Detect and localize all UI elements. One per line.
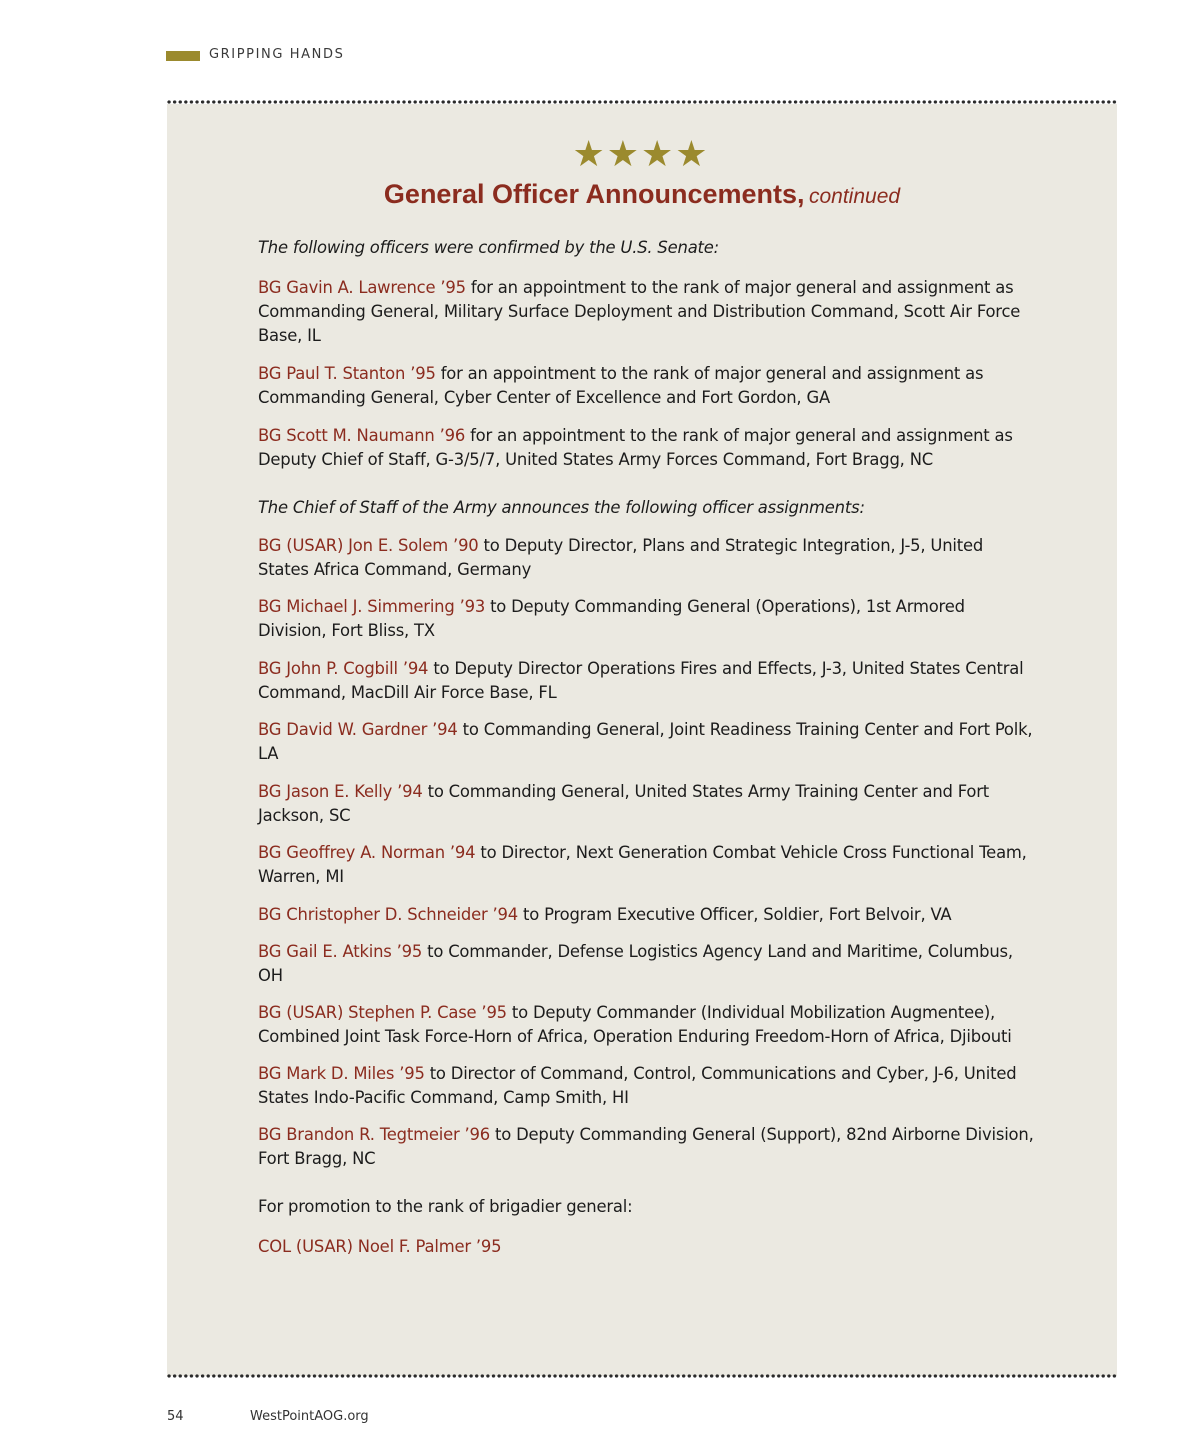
list-item bbox=[258, 1123, 1038, 1171]
officer-name: BG (USAR) Jon E. Solem ’90 bbox=[258, 536, 479, 555]
assignment-text: to Commander, Defense Logistics Agency Land and Maritime, Columbus, OH bbox=[258, 942, 1013, 985]
assignment-text: to Commanding General, United States Army Training Center and Fort Jackson, SC bbox=[258, 782, 989, 825]
assignment-text: for an appointment to the rank of major general and assignment as Deputy Chief of Staff, G-3/5/7, United States Army Forces Command, Fort Bragg, NC bbox=[258, 426, 1013, 469]
announcement-body bbox=[258, 236, 1038, 1259]
assignment-text: to Director of Command, Control, Communications and Cyber, J-6, United States Indo-Pacific Command, Camp Smith, HI bbox=[258, 1064, 1017, 1107]
assignment-text: to Deputy Commanding General (Operations), 1st Armored Division, Fort Bliss, TX bbox=[258, 597, 965, 640]
assignment-text: to Deputy Commanding General (Support), 82nd Airborne Division, Fort Bragg, NC bbox=[258, 1125, 1034, 1168]
section-label: GRIPPING HANDS bbox=[209, 47, 345, 62]
list-item bbox=[258, 841, 1038, 889]
list-item bbox=[258, 1235, 1038, 1259]
list-item bbox=[258, 780, 1038, 828]
assignment-text: to Program Executive Officer, Soldier, Fort Belvoir, VA bbox=[523, 905, 952, 924]
list-item bbox=[258, 718, 1038, 766]
dotted-rule-bottom bbox=[167, 1374, 1117, 1378]
title-suffix: continued bbox=[808, 185, 901, 208]
senate-intro: The following officers were confirmed by the U.S. Senate: bbox=[258, 238, 719, 257]
assignment-text: to Deputy Director, Plans and Strategic Integration, J-5, United States Africa Command, Germany bbox=[258, 536, 984, 579]
assignment-text: to Deputy Commander (Individual Mobilization Augmentee), Combined Joint Task Force-Horn of Africa, Operation Enduring Freedom-Horn of Africa, Djibouti bbox=[258, 1003, 1012, 1046]
dotted-rule-top bbox=[167, 100, 1117, 104]
list-item bbox=[258, 1062, 1038, 1110]
officer-name: BG Jason E. Kelly ’94 bbox=[258, 782, 423, 801]
section-color-bar bbox=[166, 51, 200, 61]
officer-name: BG Scott M. Naumann ’96 bbox=[258, 426, 466, 445]
officer-name: BG Mark D. Miles ’95 bbox=[258, 1064, 425, 1083]
title-main: General Officer Announcements, bbox=[383, 179, 805, 209]
list-item bbox=[258, 657, 1038, 705]
assignment-text: to Deputy Director Operations Fires and Effects, J-3, United States Central Command, MacDill Air Force Base, FL bbox=[258, 659, 1024, 702]
list-item bbox=[258, 595, 1038, 643]
list-item bbox=[258, 424, 1038, 472]
officer-name: BG Michael J. Simmering ’93 bbox=[258, 597, 486, 616]
officer-name: COL (USAR) Noel F. Palmer ’95 bbox=[258, 1237, 502, 1256]
assignments-intro: The Chief of Staff of the Army announces the following officer assignments: bbox=[258, 498, 865, 517]
officer-name: BG Paul T. Stanton ’95 bbox=[258, 364, 436, 383]
panel-title bbox=[0, 176, 1200, 217]
assignment-text: to Commanding General, Joint Readiness Training Center and Fort Polk, LA bbox=[258, 720, 1033, 763]
officer-name: BG (USAR) Stephen P. Case ’95 bbox=[258, 1003, 507, 1022]
officer-name: BG John P. Cogbill ’94 bbox=[258, 659, 429, 678]
list-item bbox=[258, 534, 1038, 582]
officer-name: BG Christopher D. Schneider ’94 bbox=[258, 905, 518, 924]
officer-name: BG David W. Gardner ’94 bbox=[258, 720, 458, 739]
list-item bbox=[258, 276, 1038, 348]
list-item bbox=[258, 903, 1038, 927]
four-stars-icon: ★★★★ bbox=[572, 133, 710, 174]
officer-name: BG Gavin A. Lawrence ’95 bbox=[258, 278, 466, 297]
assignment-text: for an appointment to the rank of major general and assignment as Commanding General, Cyber Center of Excellence and Fort Gordon, GA bbox=[258, 364, 984, 407]
site-url: WestPointAOG.org bbox=[250, 1409, 369, 1424]
promotion-intro: For promotion to the rank of brigadier general: bbox=[258, 1197, 633, 1216]
page-number: 54 bbox=[167, 1409, 184, 1424]
assignment-text: to Director, Next Generation Combat Vehicle Cross Functional Team, Warren, MI bbox=[258, 843, 1027, 886]
officer-name: BG Geoffrey A. Norman ’94 bbox=[258, 843, 476, 862]
assignment-text: for an appointment to the rank of major general and assignment as Commanding General, Military Surface Deployment and Distribution Command, Scott Air Force Base, IL bbox=[258, 278, 1021, 345]
officer-name: BG Gail E. Atkins ’95 bbox=[258, 942, 423, 961]
list-item bbox=[258, 940, 1038, 988]
officer-name: BG Brandon R. Tegtmeier ’96 bbox=[258, 1125, 490, 1144]
list-item bbox=[258, 1001, 1038, 1049]
list-item bbox=[258, 362, 1038, 410]
